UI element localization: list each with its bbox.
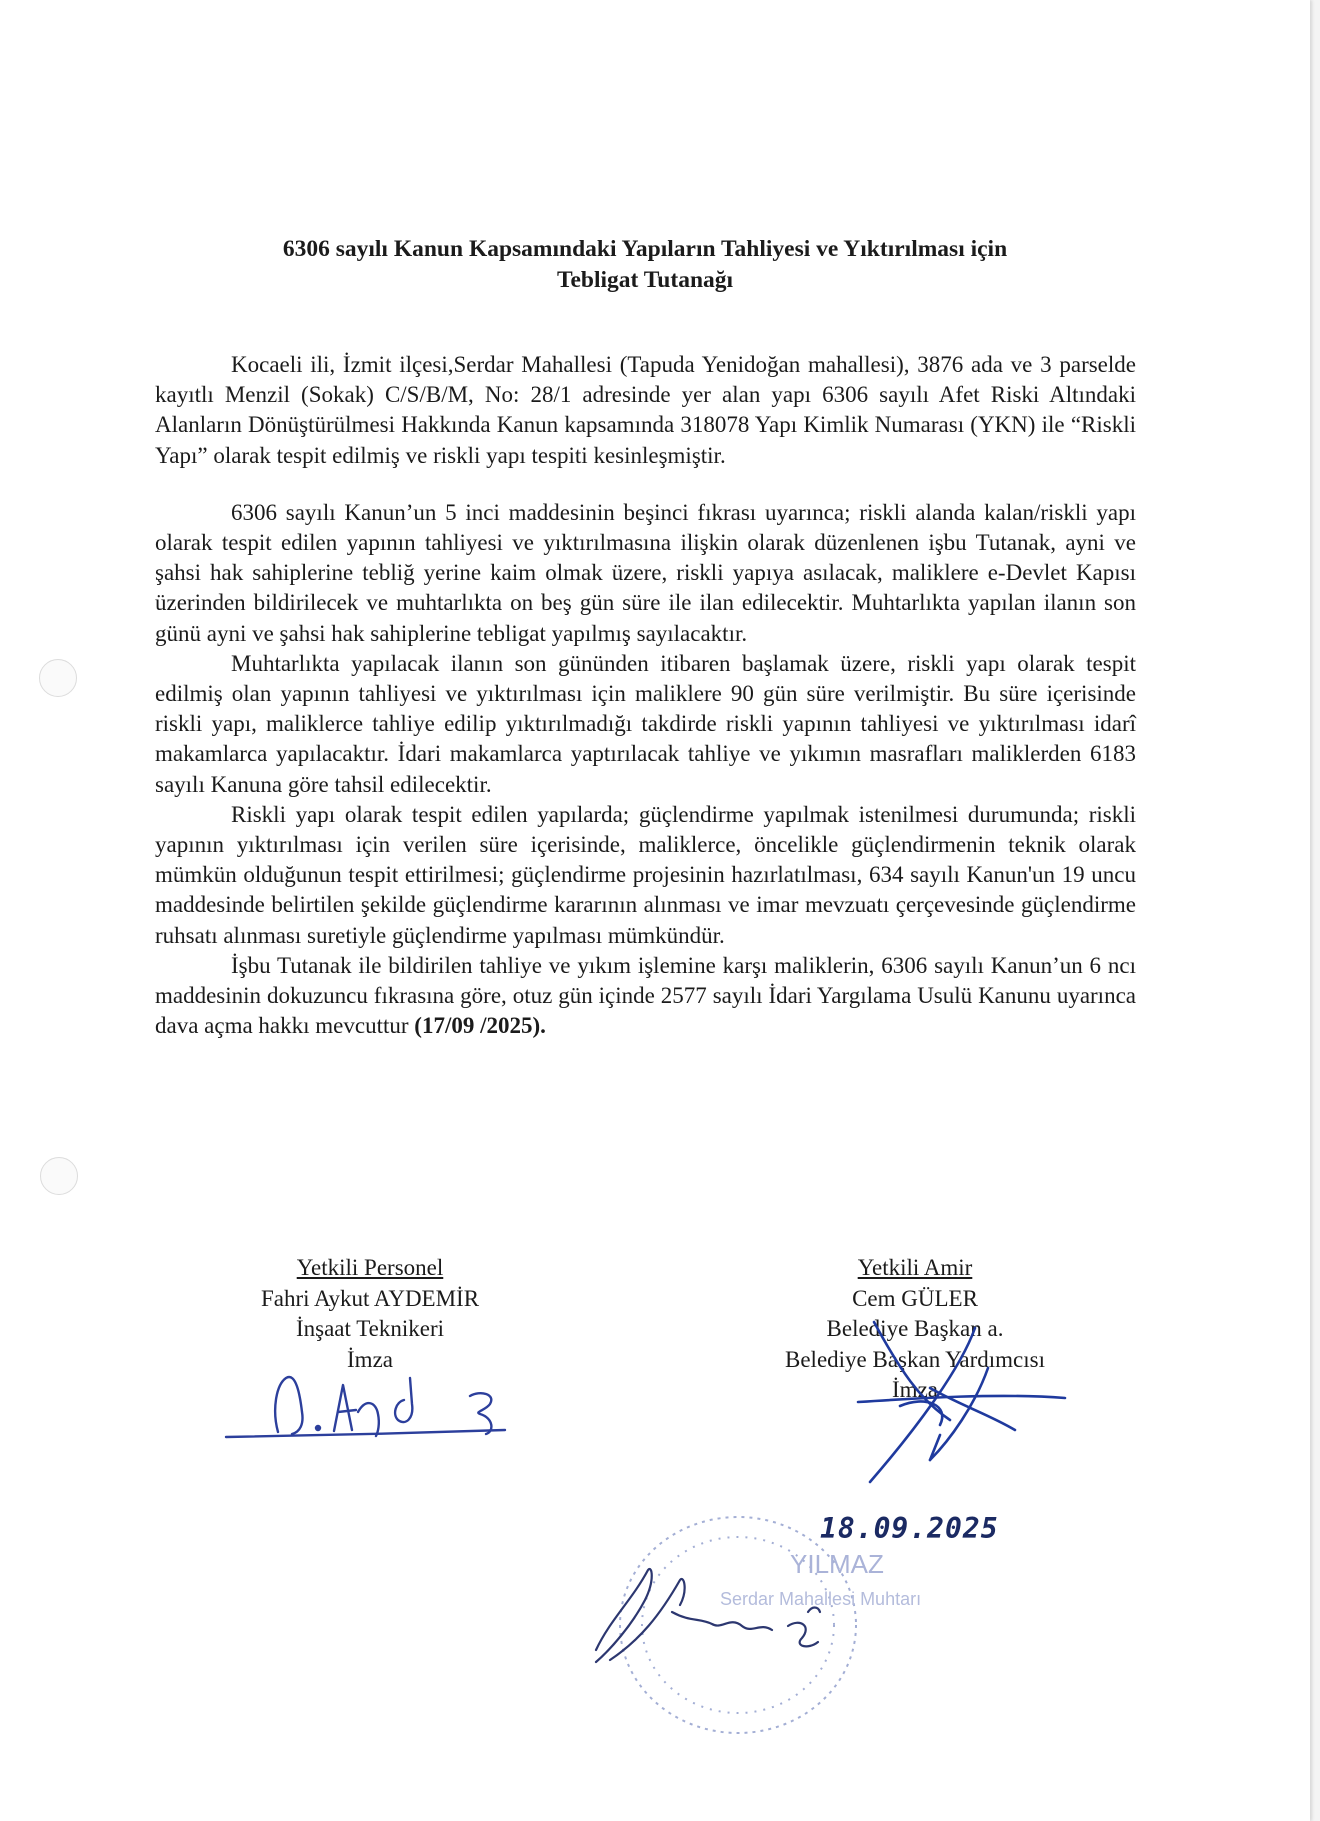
stamp-text-2: Serdar Mahallesi Muhtarı (720, 1589, 922, 1609)
title-line-2: Tebligat Tutanağı (556, 267, 734, 293)
paragraph-3: Muhtarlıkta yapılacak ilanın son gününden itibaren başlamak üzere, riskli yapı olarak tespit edilmiş olan yapının tahliyesi ve yıktırılması için maliklere 90 gün süre verilmiştir. Bu süre içerisinde riskli yapı, maliklerce tahliye edilip yıktırılmadığı takdirde riskli yapının tahliyesi ve yıktırılması idarî makamlarca yapılacaktır. İdari makamlarca yaptırılacak tahliye ve yıkımın masrafları maliklerden 6183 sayılı Kanuna göre tahsil edilecektir. (155, 650, 1136, 797)
signature-label: İmza (347, 1346, 393, 1372)
signatory-role-2: Belediye Başkan Yardımcısı (785, 1346, 1045, 1372)
signatory-role: İnşaat Teknikeri (295, 1316, 445, 1341)
paragraph-1: Kocaeli ili, İzmit ilçesi,Serdar Mahallesi (Tapuda Yenidoğan mahallesi), 3876 ada ve 3 parselde kayıtlı Menzil (Sokak) C/S/B/M, No: 28/1 adresinde yer alan yapı 6306 sayılı Afet Riski Altındaki Alanların Dönüştürülmesi Hakkında Kanun kapsamında 318078 Yapı Kimlik Numarası (YKN) ile “Riskli Yapı” olarak tespit edilmiş ve riskli yapı tespiti kesinleşmiştir. (155, 352, 1136, 468)
signature-authority (858, 1322, 1065, 1482)
stamp-text-1: YILMAZ (790, 1549, 884, 1579)
signature-heading: Yetkili Amir (857, 1255, 973, 1280)
signature-label: İmza (892, 1377, 938, 1402)
paragraph-4: Riskli yapı olarak tespit edilen yapılarda; güçlendirme yapılmak istenilmesi durumunda; riskli yapının yıktırılması için verilen süre içerisinde, maliklerce, öncelikle güçlendirmenin teknik olarak mümkün olduğunun tespit ettirilmesi; güçlendirme projesinin hazırlatılması, 634 sayılı Kanun'un 19 uncu maddesinde belirtilen şekilde güçlendirme kararının alınması ve imar mevzuatı çerçevesinde güçlendirme ruhsatı alınması suretiyle güçlendirme yapılması mümkündür. (155, 801, 1136, 948)
signature-mukhtar (596, 1569, 820, 1662)
title-line-1: 6306 sayılı Kanun Kapsamındaki Yapıların Tahliyesi ve Yıktırılması için (282, 236, 1008, 262)
paragraph-5-text: İşbu Tutanak ile bildirilen tahliye ve yıkım işlemine karşı maliklerin, 6306 sayılı Kanun’un 6 ncı maddesinin dokuzuncu fıkrasına göre, otuz gün içinde 2577 sayılı İdari Yargılama Usulü Kanunu uyarınca dava açma hakkı mevcuttur (155, 952, 1136, 1039)
signatory-name: Cem GÜLER (852, 1285, 978, 1311)
closing-date: (17/09 /2025). (414, 1013, 546, 1039)
handwritten-date: 18.09.2025 (820, 1512, 999, 1545)
signature-heading: Yetkili Personel (296, 1255, 444, 1280)
signatory-name: Fahri Aykut AYDEMİR (260, 1285, 480, 1311)
paragraph-2: 6306 sayılı Kanun’un 5 inci maddesinin beşinci fıkrası uyarınca; riskli alanda kalan/riskli yapı olarak tespit edilen yapının tahliyesi ve yıktırılmasına ilişkin olarak düzenlenen işbu Tutanak, ayni ve şahsi hak sahiplerine tebliğ yerine kaim olmak üzere, riskli yapıya asılacak, maliklere e-Devlet Kapısı üzerinden bildirilecek ve muhtarlıkta on beş gün süre ile ilan edilecektir. Muhtarlıkta yapılan ilanın son günü ayni ve şahsi hak sahiplerine tebligat yapılmış sayılacaktır. (155, 499, 1136, 646)
signature-personnel (226, 1377, 505, 1437)
signatory-role: Belediye Başkan a. (826, 1316, 1004, 1341)
